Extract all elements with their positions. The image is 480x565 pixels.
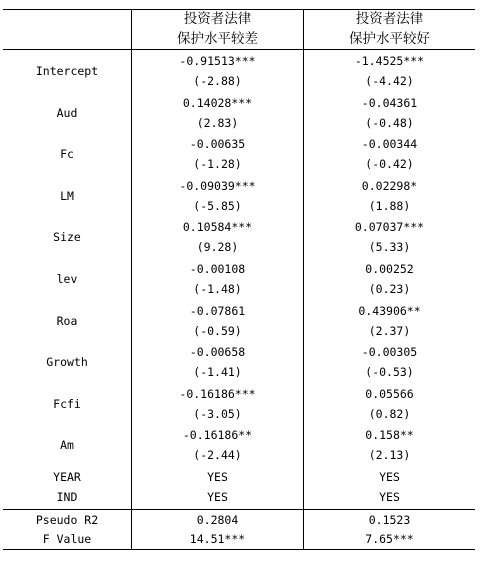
year-col2: YES [379,470,400,484]
coefficient-cell: 0.02298* [361,178,418,193]
row-label: Am [60,438,74,453]
col2-header-line2: 保护水平较好 [349,31,430,47]
t-stat-cell: (-2.44) [193,448,242,463]
coefficient-cell: -0.16186*** [179,386,256,401]
coefficient-cell: 0.07037*** [354,220,425,235]
coefficient-cell: -0.09039*** [179,178,256,193]
col2-header-line1: 投资者法律 [355,11,424,27]
coefficient-cell: -0.00344 [361,137,418,152]
year-col1: YES [207,470,228,484]
t-stat-cell: (2.37) [368,323,411,338]
t-stat-cell: (-5.85) [193,198,242,213]
row-label: Roa [56,313,78,328]
t-stat-cell: (-1.41) [193,365,242,380]
t-stat-cell: (2.13) [368,448,411,463]
pseudo-r2-col2: 0.1523 [368,513,411,527]
coefficient-cell: 0.00252 [365,262,414,276]
col1-header-line2: 保护水平较差 [177,31,258,47]
coefficient-cell: -0.04361 [361,95,418,110]
row-label: Aud [56,105,78,120]
row-label: Size [53,230,81,245]
table-bottom-rule [3,549,475,550]
coefficient-cell: -0.91513*** [179,54,256,68]
coefficient-cell: -0.00305 [361,345,418,360]
t-stat-cell: (-0.53) [365,365,414,380]
t-stat-cell: (-4.42) [365,74,414,88]
coefficient-cell: -0.07861 [189,303,246,318]
row-label: Fcfi [53,396,81,411]
t-stat-cell: (-0.48) [365,115,414,130]
row-label-year: YEAR [53,470,81,484]
coefficient-cell: 0.158** [365,428,414,443]
coefficient-cell: 0.43906** [358,303,421,318]
regression-table [3,9,475,550]
t-stat-cell: (-0.59) [193,323,242,338]
coefficient-cell: -0.16186** [182,428,253,443]
row-label: Fc [60,147,74,162]
t-stat-cell: (1.88) [368,198,411,213]
coefficient-cell: -0.00635 [189,137,246,152]
t-stat-cell: (-0.42) [365,157,414,172]
row-label-ind: IND [56,490,78,504]
coefficient-cell: -0.00108 [189,262,246,276]
t-stat-cell: (-3.05) [193,406,242,421]
t-stat-cell: (-1.28) [193,157,242,172]
t-stat-cell: (-1.48) [193,282,242,296]
coefficient-cell: 0.14028*** [182,95,253,110]
t-stat-cell: (2.83) [196,115,239,130]
coefficient-cell: 0.05566 [365,386,414,401]
row-label: lev [56,272,78,286]
t-stat-cell: (5.33) [368,240,411,255]
row-label-f-value: F Value [42,532,92,546]
coefficient-cell: -1.4525*** [354,54,425,68]
pseudo-r2-col1: 0.2804 [196,513,239,527]
col1-header-line1: 投资者法律 [183,11,252,27]
ind-col2: YES [379,490,400,504]
t-stat-cell: (-2.88) [193,74,242,88]
coefficient-cell: 0.10584*** [182,220,253,235]
row-label: Growth [46,355,88,370]
t-stat-cell: (9.28) [196,240,239,255]
t-stat-cell: (0.82) [368,406,411,421]
f-value-col2: 7.65*** [365,532,414,546]
t-stat-cell: (0.23) [368,282,411,296]
coefficient-cell: -0.00658 [189,345,246,360]
row-label-pseudo-r2: Pseudo R2 [35,513,99,527]
row-label: LM [60,188,74,203]
row-label: Intercept [35,64,99,78]
ind-col1: YES [207,490,228,504]
f-value-col1: 14.51*** [189,532,246,546]
